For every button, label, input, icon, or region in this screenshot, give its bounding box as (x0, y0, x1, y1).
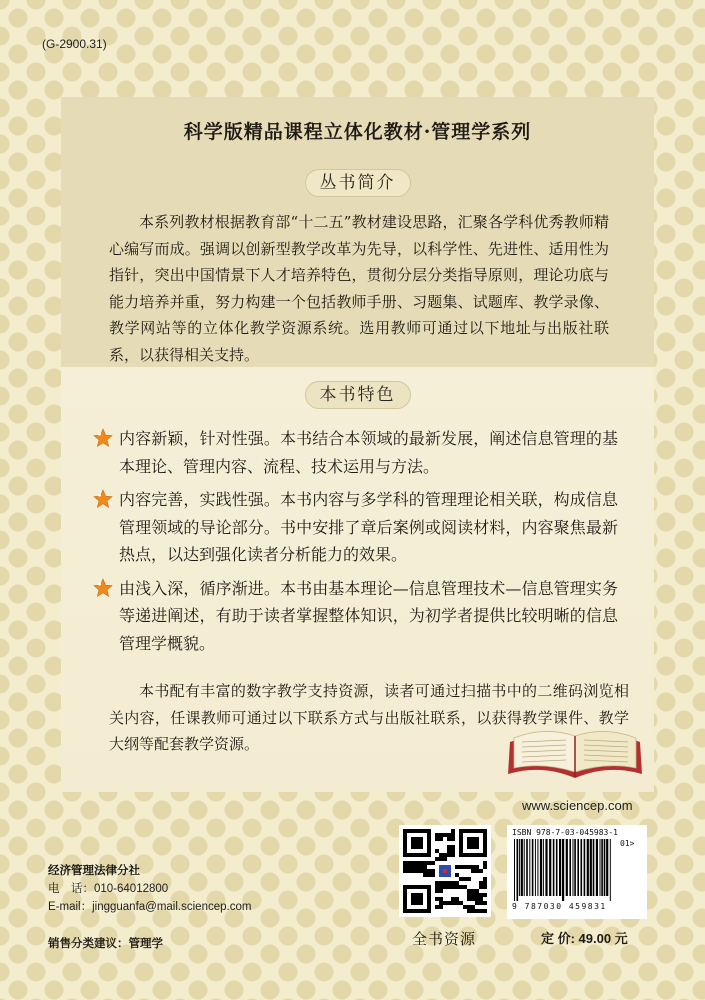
contact-info (48, 862, 251, 916)
contact-email: E-mail：jingguanfa@mail.sciencep.com (48, 901, 252, 913)
contact-phone: 电 话：010-64012800 (48, 883, 169, 895)
isbn-addon: 01> (620, 839, 635, 848)
qr-label: 全书资源 (412, 930, 477, 948)
star-icon (93, 428, 113, 448)
publisher-website: www.sciencep.com (522, 798, 633, 813)
star-icon (93, 489, 113, 509)
barcode-icon (512, 839, 616, 901)
price: 定 价: 49.00 元 (541, 931, 628, 946)
feature-text: 内容新颖，针对性强。本书结合本领域的最新发展，阐述信息管理的基本理论、管理内容、流程、技术运用与方法。 (119, 429, 618, 476)
series-intro-heading: 丛书简介 (305, 169, 411, 197)
book-features-heading: 本书特色 (305, 381, 411, 409)
series-title: 科学版精品课程立体化教材·管理学系列 (183, 121, 532, 143)
feature-list (61, 425, 654, 663)
isbn-text: ISBN 978-7-03-045983-1 (512, 828, 618, 837)
sales-category: 销售分类建议：管理学 (48, 938, 163, 950)
feature-text: 由浅入深，循序渐进。本书由基本理论—信息管理技术—信息管理实务等递进阐述，有助于读者掌握整体知识，为初学者提供比较明晰的信息管理学概貌。 (119, 578, 618, 653)
feature-item (61, 486, 654, 569)
closing-paragraph: 本书配有丰富的数字教学支持资源，读者可通过扫描书中的二维码浏览相关内容，任课教师可通过以下联系方式与出版社联系，以获得教学课件、教学大纲等配套教学资源。 (109, 682, 629, 753)
series-intro-text: 本系列教材根据教育部“十二五”教材建设思路，汇聚各学科优秀教师精心编写而成。强调以创新型教学改革为先导，以科学性、先进性、适用性为指针，突出中国情景下人才培养特色，贯彻分层分类指导原则，理论功底与能力培养并重，努力构建一个包括教师手册、习题集、试题库、教学录像、教学网站等的立体化教学资源系统。选用教师可通过以下地址与出版社联系，以获得相关支持。 (109, 213, 609, 364)
feature-text: 内容完善，实践性强。本书内容与多学科的管理理论相关联，构成信息管理领域的导论部分。书中安排了章后案例或阅读材料，内容聚焦最新热点，以达到强化读者分析能力的效果。 (119, 490, 618, 564)
catalog-code: (G-2900.31) (42, 37, 107, 51)
isbn-digits: 9 787030 459831 (512, 902, 607, 911)
isbn-barcode (507, 825, 647, 919)
star-icon (93, 578, 113, 598)
publisher-unit: 经济管理法律分社 (48, 865, 140, 877)
series-intro-panel (61, 97, 654, 367)
qr-code-icon (399, 825, 491, 917)
open-book-icon (506, 722, 644, 784)
feature-item (61, 425, 654, 480)
feature-item (61, 575, 654, 658)
